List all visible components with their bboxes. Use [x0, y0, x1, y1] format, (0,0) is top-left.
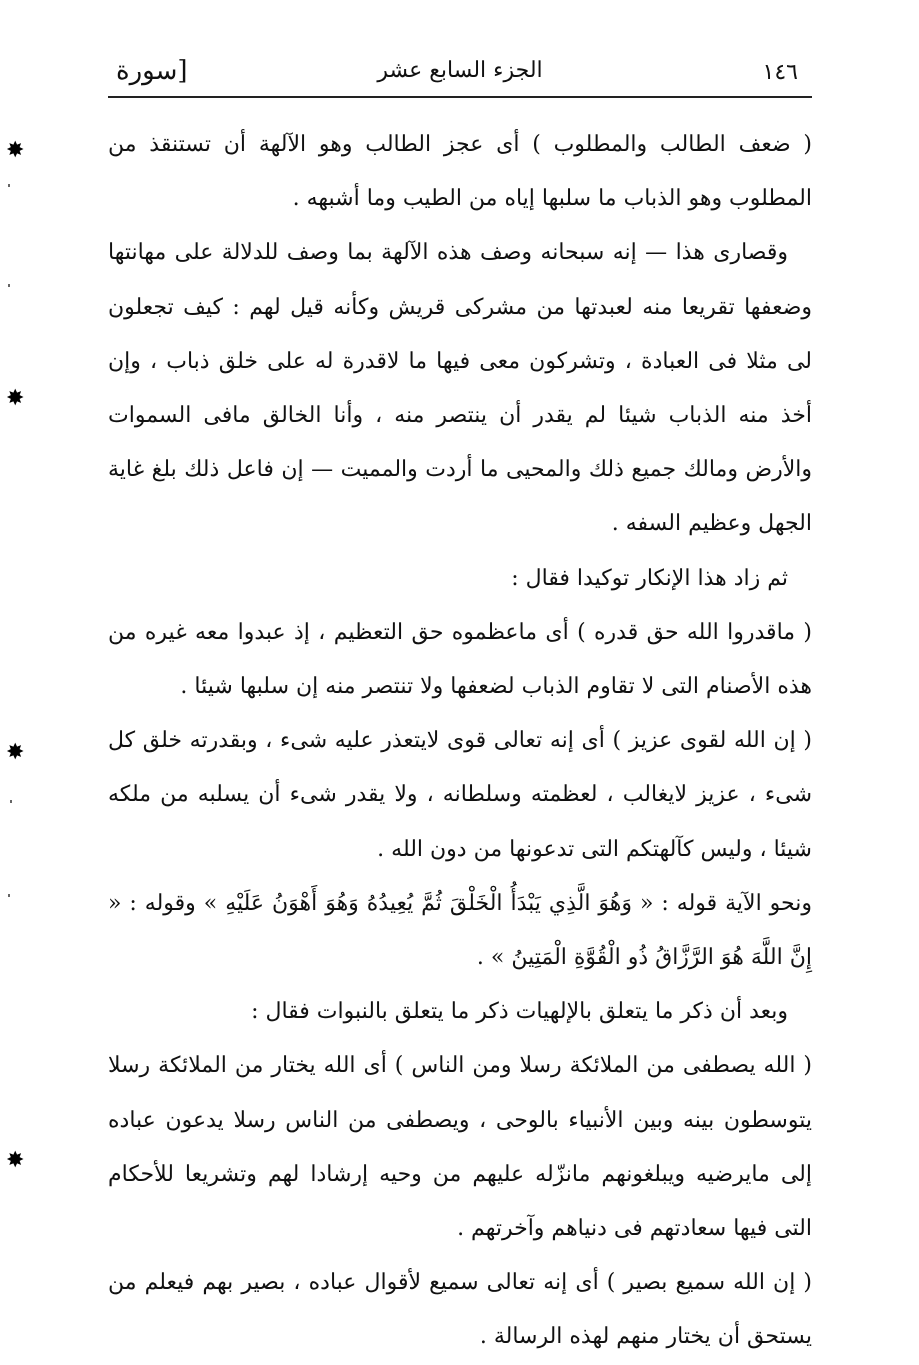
paragraph-3: ثم زاد هذا الإنكار توكيدا فقال : — [511, 565, 788, 591]
paragraph-5: ( إن الله لقوى عزيز ) أى إنه تعالى قوى لايتعذر عليه شىء ، وبقدرته خلق كل شىء ، عزيز لايغالب ، لعظمته وسلطانه ، ولا يقدر شىء أن يسلبه من ملكه شيئا ، وليس كآلهتكم التى تدعونها من دون الله . — [108, 728, 812, 862]
page-body — [108, 118, 812, 1350]
paragraph-6: ونحو الآية قوله : « وَهُوَ الَّذِي يَبْدَأُ الْخَلْقَ ثُمَّ يُعِيدُهُ وَهُوَ أَهْوَنُ عَلَيْهِ » وقوله : « إِنَّ اللَّهَ هُوَ الرَّزَّاقُ ذُو الْقُوَّةِ الْمَتِينُ » . — [108, 890, 812, 971]
paragraph-1: ( ضعف الطالب والمطلوب ) أى عجز الطالب وهو الآلهة أن تستنقذ من المطلوب وهو الذباب ما سلبها إياه من الطيب وما أشبهه . — [108, 132, 812, 212]
header-rule — [108, 96, 812, 98]
page-number: ١٤٦ — [762, 60, 798, 85]
margin-marks — [0, 0, 60, 1314]
scan-speck — [8, 184, 10, 187]
paragraph-9: ( إن الله سميع بصير ) أى إنه تعالى سميع لأقوال عباده ، بصير بهم فيعلم من يستحق أن يختار منهم لهذه الرسالة . — [108, 1270, 812, 1350]
asterisk-blot-icon: ✸ — [6, 740, 25, 765]
running-title: الجزء السابع عشر — [377, 58, 543, 83]
asterisk-blot-icon: ✸ — [6, 1148, 25, 1173]
paragraph-4: ( ماقدروا الله حق قدره ) أى ماعظموه حق التعظيم ، إذ عبدوا معه غيره من هذه الأصنام التى لا تقاوم الذباب لضعفها ولا تنتصر منه إن سلبها شيئا . — [108, 619, 812, 700]
surah-label: [سورة — [116, 56, 188, 86]
scan-speck — [8, 894, 10, 897]
page-header — [110, 52, 810, 96]
scan-speck — [8, 284, 10, 287]
asterisk-blot-icon: ✸ — [6, 386, 25, 411]
paragraph-7: وبعد أن ذكر ما يتعلق بالإلهيات ذكر ما يتعلق بالنبوات فقال : — [251, 999, 788, 1025]
paragraph-8: ( الله يصطفى من الملائكة رسلا ومن الناس ) أى الله يختار من الملائكة رسلا يتوسطون بينه وبين الأنبياء بالوحى ، ويصطفى من الناس رسلا يدعون عباده إلى مايرضيه ويبلغونهم مانزّله عليهم من وحيه إرشادا لهم وتشريعا للأحكام التى فيها سعادتهم فى دنياهم وآخرتهم . — [108, 1053, 812, 1242]
scan-speck — [10, 800, 12, 803]
paragraph-2: وقصارى هذا — إنه سبحانه وصف هذه الآلهة بما وصف للدلالة على مهانتها وضعفها تقريعا منه لعبدتها من مشركى قريش وكأنه قيل لهم : كيف تجعلون لى مثلا فى العبادة ، وتشركون معى فيها ما لاقدرة له على خلق ذباب ، وإن أخذ منه الذباب شيئا لم يقدر أن ينتصر منه ، وأنا الخالق مافى السموات والأرض ومالك جميع ذلك والمحيى ما أردت والمميت — إن فاعل ذلك بلغ غاية الجهل وعظيم السفه . — [108, 240, 812, 537]
asterisk-blot-icon: ✸ — [6, 138, 25, 163]
